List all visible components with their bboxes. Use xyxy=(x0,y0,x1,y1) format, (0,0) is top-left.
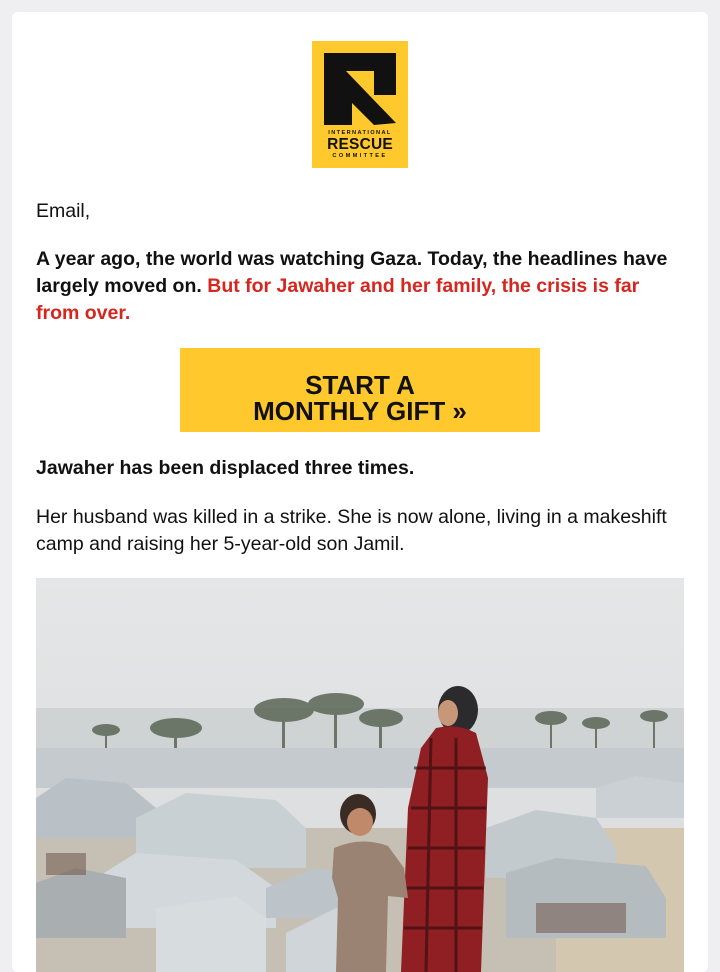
story-paragraph: Her husband was killed in a strike. She is now alone, living in a makeshift camp and raising her 5-year-old son Jamil. xyxy=(36,506,667,555)
lead-red-text: But for Jawaher and her family, the crisis is far from over. xyxy=(36,275,640,324)
irc-logo-mark-icon xyxy=(322,51,398,127)
lead-bold-text: A year ago, the world was watching Gaza. Today, the headlines have largely moved on. xyxy=(36,248,668,297)
logo-text-international: INTERNATIONAL xyxy=(328,130,392,136)
logo-text-committee: COMMITTEE xyxy=(332,153,388,159)
subheading: Jawaher has been displaced three times. xyxy=(36,457,415,479)
lead-paragraph xyxy=(36,246,686,327)
greeting: Email, xyxy=(36,200,91,222)
camp-photo xyxy=(36,578,684,972)
start-monthly-gift-button[interactable] xyxy=(180,348,540,432)
cta-line2: MONTHLY GIFT » xyxy=(253,396,467,426)
logo-text-rescue: RESCUE xyxy=(327,136,393,153)
irc-logo[interactable] xyxy=(312,41,408,168)
email-card xyxy=(12,12,708,972)
cta-line1: START A xyxy=(305,370,415,400)
